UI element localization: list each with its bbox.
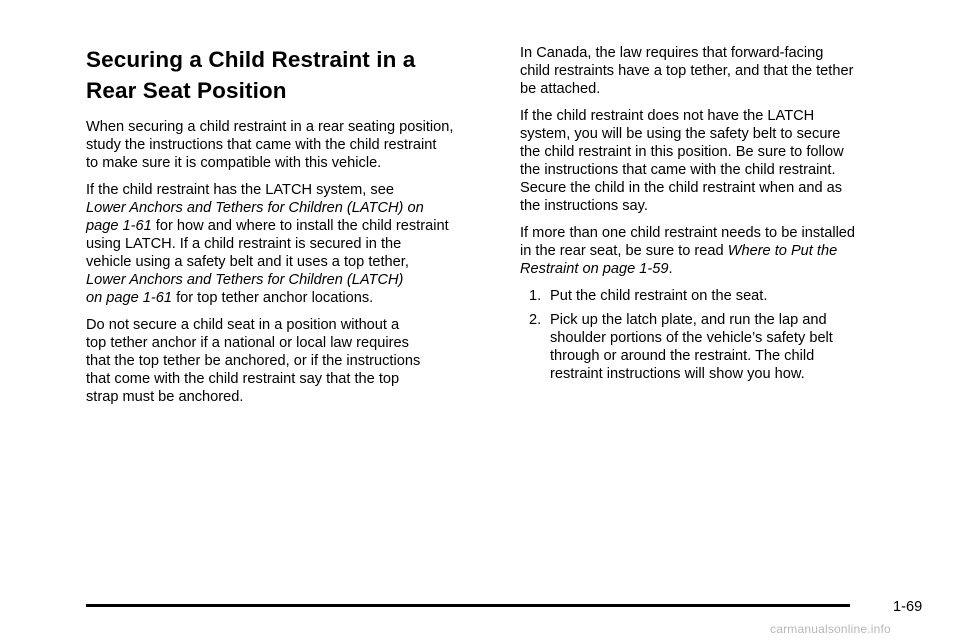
footer-rule [86,604,850,607]
paragraph-top-tether-warning [86,316,496,406]
text-line: child restraints have a top tether, and that the tether [520,63,854,79]
text-line: top tether anchor if a national or local law requires [86,335,409,351]
text-line: . [668,261,673,277]
text-line: using LATCH. If a child restraint is secured in the [86,236,402,252]
section-title-line-1: Securing a Child Restraint in a [86,47,416,72]
text-line: Do not secure a child seat in a position without a [86,317,400,333]
cross-reference-link[interactable]: Where to Put the [727,243,838,259]
paragraph-latch-intro [86,118,496,172]
left-column [86,44,496,415]
text-line: the instructions that came with the child restraint. [520,162,836,178]
text-line: system, you will be using the safety belt to secure [520,126,841,142]
page-number: 1-69 [893,599,923,615]
paragraph-multiple-restraints [520,224,900,278]
cross-reference-link[interactable]: Lower Anchors and Tethers for Children (LATCH) on [86,200,424,216]
text-line: for top tether anchor locations. [172,290,374,306]
paragraph-latch-system [86,181,496,307]
text-line: study the instructions that came with the child restraint [86,137,437,153]
cross-reference-link[interactable]: Lower Anchors and Tethers for Children (LATCH) [86,272,404,288]
text-line: that the top tether be anchored, or if the instructions [86,353,421,369]
watermark: carmanualsonline.info [770,622,891,636]
text-line: through or around the restraint. The child [550,348,815,364]
text-line: If more than one child restraint needs to be installed [520,225,856,241]
text-line: In Canada, the law requires that forward-facing [520,45,824,61]
text-line: the child restraint in this position. Be sure to follow [520,144,844,160]
text-line: Put the child restraint on the seat. [550,288,768,304]
step-number: 2. [529,312,542,328]
text-line: be attached. [520,81,601,97]
text-line: shoulder portions of the vehicle’s safety belt [550,330,833,346]
list-item [520,287,900,305]
text-line: strap must be anchored. [86,389,244,405]
text-line: Pick up the latch plate, and run the lap and [550,312,827,328]
paragraph-canada-law [520,44,900,98]
installation-steps-list [520,287,900,383]
paragraph-no-latch [520,107,900,215]
text-line: for how and where to install the child restraint [151,218,449,234]
cross-reference-link[interactable]: page 1-61 [86,218,152,234]
cross-reference-link[interactable]: on page 1-61 [86,290,173,306]
text-line: When securing a child restraint in a rear seating position, [86,119,454,135]
text-line: to make sure it is compatible with this vehicle. [86,155,382,171]
text-line: If the child restraint does not have the LATCH [520,108,815,124]
right-column [520,44,900,389]
cross-reference-link[interactable]: Restraint on page 1-59 [520,261,669,277]
text-line: in the rear seat, be sure to read [520,243,728,259]
text-line: the instructions say. [520,198,648,214]
list-item [520,311,900,383]
section-title [86,44,496,106]
step-number: 1. [529,288,542,304]
text-line: that come with the child restraint say that the top [86,371,400,387]
section-title-line-2: Rear Seat Position [86,78,287,103]
text-line: restraint instructions will show you how. [550,366,805,382]
text-line: Secure the child in the child restraint when and as [520,180,843,196]
text-line: vehicle using a safety belt and it uses a top tether, [86,254,409,270]
text-line: If the child restraint has the LATCH system, see [86,182,394,198]
